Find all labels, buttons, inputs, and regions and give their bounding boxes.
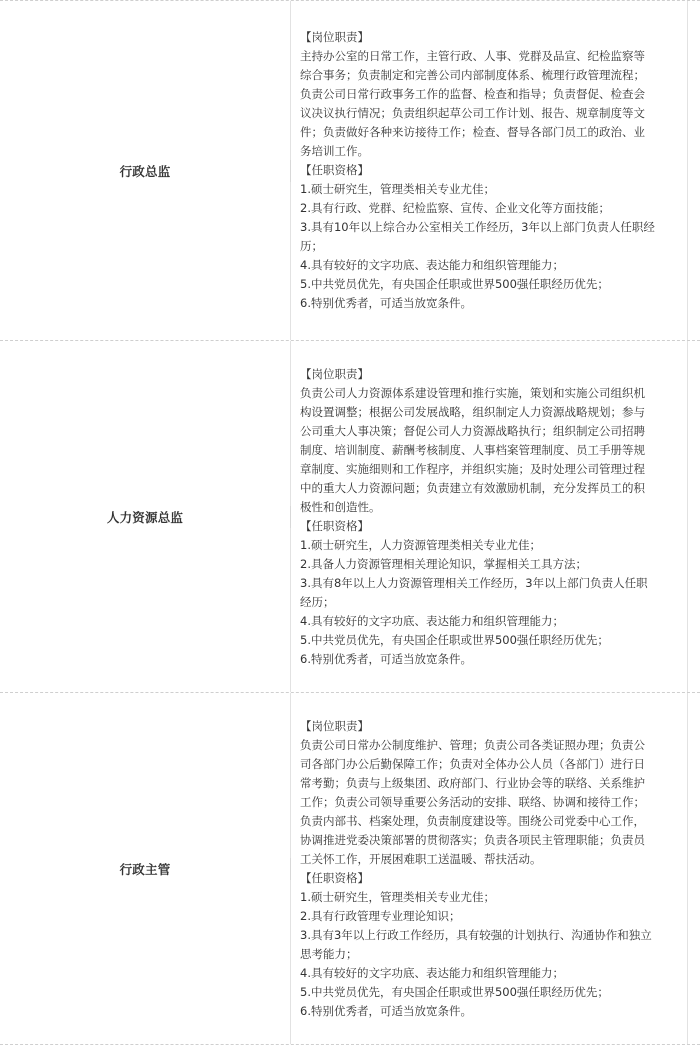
description-line: 公司重大人事决策；督促公司人力资源战略执行；组织制定公司招聘: [300, 423, 645, 438]
job-title-cell: [0, 693, 290, 1044]
description-line: 6.特别优秀者，可适当放宽条件。: [300, 296, 472, 310]
table-row: [0, 692, 700, 1045]
description-line: 综合事务；负责制定和完善公司内部制度体系、梳理行政管理流程；: [300, 68, 645, 82]
table-row: [0, 340, 700, 692]
description-line: 议决议执行情况；负责组织起草公司工作计划、报告、规章制度等文: [300, 106, 645, 120]
description-line: 4.具有较好的文字功底、表达能力和组织管理能力；: [300, 965, 564, 980]
job-title-cell: [0, 341, 290, 692]
description-line: 负责公司人力资源体系建设管理和推行实施，策划和实施公司组织机: [300, 385, 645, 400]
description-line: 思考能力；: [300, 946, 358, 961]
description-line: 常考勤；负责与上级集团、政府部门、行业协会等的联络、关系维护: [300, 775, 645, 790]
qualifications-heading: 【任职资格】: [300, 518, 369, 533]
description-line: 制度、培训制度、薪酬考核制度、人事档案管理制度、员工手册等规: [300, 442, 645, 457]
description-line: 1.硕士研究生，人力资源管理类相关专业尤佳；: [300, 537, 541, 552]
job-title: 行政主管: [119, 861, 171, 877]
description-line: 负责公司日常行政事务工作的监督、检查和指导；负责督促、检查会: [300, 87, 645, 101]
description-line: 5.中共党员优先，有央国企任职或世界500强任职经历优先；: [300, 277, 609, 291]
description-line: 5.中共党员优先，有央国企任职或世界500强任职经历优先；: [300, 632, 609, 647]
description-line: 工关怀工作，开展困难职工送温暖、帮扶活动。: [300, 851, 542, 866]
duties-heading: 【岗位职责】: [300, 366, 369, 381]
qualifications-heading: 【任职资格】: [300, 163, 369, 177]
duties-heading: 【岗位职责】: [300, 30, 369, 44]
description-line: 司各部门办公后勤保障工作；负责对全体办公人员（各部门）进行日: [300, 756, 645, 771]
job-title: 行政总监: [119, 163, 171, 179]
description-line: 负责公司日常办公制度维护、管理；负责公司各类证照办理；负责公: [300, 737, 645, 752]
description-line: 1.硕士研究生，管理类相关专业尤佳；: [300, 182, 495, 196]
description-line: 2.具有行政管理专业理论知识；: [300, 908, 461, 923]
job-title: 人力资源总监: [106, 509, 184, 525]
description-line: 5.中共党员优先，有央国企任职或世界500强任职经历优先；: [300, 984, 609, 999]
job-description-cell: [290, 341, 688, 692]
description-line: 1.硕士研究生，管理类相关专业尤佳；: [300, 889, 495, 904]
description-line: 协调推进党委决策部署的贯彻落实；负责各项民主管理职能；负责员: [300, 832, 645, 847]
description-line: 主持办公室的日常工作，主管行政、人事、党群及品宣、纪检监察等: [300, 49, 645, 63]
description-line: 3.具有10年以上综合办公室相关工作经历，3年以上部门负责人任职经: [300, 220, 655, 234]
job-title-cell: [0, 1, 290, 340]
description-line: 务培训工作。: [300, 144, 369, 158]
duties-heading: 【岗位职责】: [300, 718, 369, 733]
description-line: 中的重大人力资源问题；负责建立有效激励机制，充分发挥员工的积: [300, 480, 645, 495]
description-line: 4.具有较好的文字功底、表达能力和组织管理能力；: [300, 258, 564, 272]
job-description-cell: [290, 693, 688, 1044]
description-line: 3.具有3年以上行政工作经历，具有较强的计划执行、沟通协作和独立: [300, 927, 652, 942]
description-line: 6.特别优秀者，可适当放宽条件。: [300, 651, 472, 666]
description-line: 极性和创造性。: [300, 499, 381, 514]
description-line: 3.具有8年以上人力资源管理相关工作经历，3年以上部门负责人任职: [300, 575, 648, 590]
description-line: 历；: [300, 239, 323, 253]
description-line: 2.具有行政、党群、纪检监察、宣传、企业文化等方面技能；: [300, 201, 610, 215]
description-line: 4.具有较好的文字功底、表达能力和组织管理能力；: [300, 613, 564, 628]
description-line: 章制度、实施细则和工作程序，并组织实施；及时处理公司管理过程: [300, 461, 645, 476]
description-line: 2.具备人力资源管理相关理论知识，掌握相关工具方法；: [300, 556, 587, 571]
description-line: 负责内部书、档案处理，负责制度建设等。围绕公司党委中心工作，: [300, 813, 645, 828]
description-line: 件；负责做好各种来访接待工作；检查、督导各部门员工的政治、业: [300, 125, 645, 139]
description-line: 经历；: [300, 594, 335, 609]
qualifications-heading: 【任职资格】: [300, 870, 369, 885]
description-line: 构设置调整；根据公司发展战略，组织制定人力资源战略规划；参与: [300, 404, 645, 419]
table-row: [0, 0, 700, 340]
description-line: 工作；负责公司领导重要公务活动的安排、联络、协调和接待工作；: [300, 794, 645, 809]
description-line: 6.特别优秀者，可适当放宽条件。: [300, 1003, 472, 1018]
job-description-cell: [290, 1, 688, 340]
